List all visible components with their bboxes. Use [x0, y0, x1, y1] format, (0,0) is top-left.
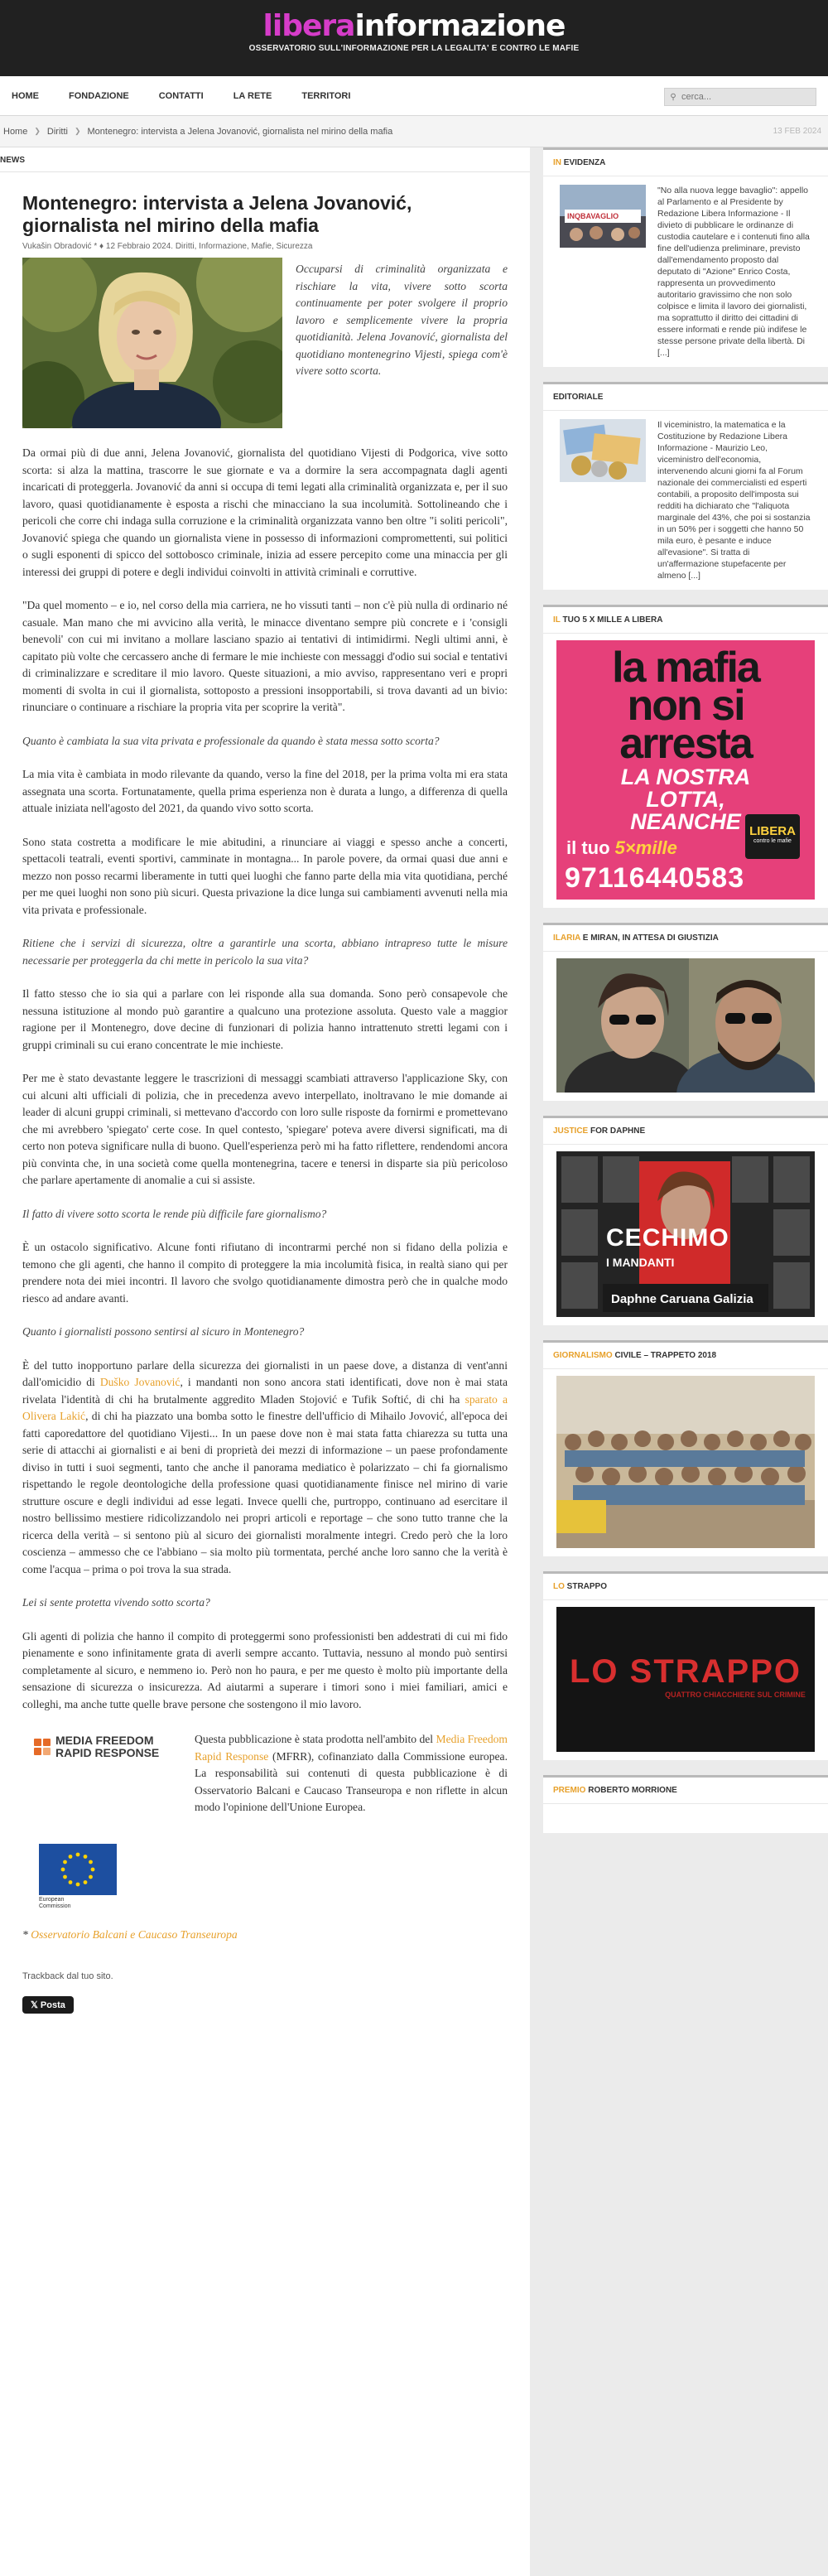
article-source — [22, 1928, 508, 1942]
news-text[interactable]: "No alla nuova legge bavaglio": appello al Parlamento e al Presidente by Redazione Libera Informazione - Il divieto di pubblicare le ordinanze di custodia cautelare e i contenuti fino alla fine dell'udienza preliminare, previsto dall'emendamento proposto dal deputato di "Azione" Enrico Costa, rappresenta un provvedimento autoritario gravissimo che non solo colpisce e limita il lavoro dei giornalisti, ma soprattutto il diritto dei cittadini di essere informati e rende più indifese le stesse persone private della libertà. Di [...] — [657, 186, 810, 358]
european-commission-logo — [27, 1844, 127, 1918]
funding-text-run: Questa pubblicazione è stata prodotta nell'ambito del — [195, 1733, 436, 1745]
search-icon[interactable]: ⚲ — [670, 92, 676, 102]
article-question: Lei si sente protetta vivendo sotto scorta? — [22, 1596, 210, 1609]
funding-text — [188, 1731, 508, 1922]
widget-title — [543, 150, 828, 176]
lo-strappo-sub: QUATTRO CHIACCHIERE SUL CRIMINE — [665, 1691, 806, 1699]
daphne-overlay-4: I MANDANTI — [606, 1256, 675, 1269]
widget-title — [543, 1574, 828, 1600]
widget-5-per-mille — [543, 605, 828, 908]
widget-title-rest: TUO 5 X MILLE A LIBERA — [560, 615, 663, 625]
widget-title-accent: LO — [553, 1582, 565, 1591]
widget-title — [543, 1778, 828, 1804]
source-star: * — [22, 1928, 28, 1941]
article-paragraph: "Da quel momento – e io, nel corso della mia carriera, ne ho vissuti tanti – non c'è più nulla di ordinario né casuale. Man mano che mi avvicino alla verità, le minacce diventano sempre più concrete e i 'consigli benevoli' con cui mi invitano a mollare lasciano spazio ai tentativi di intimidirmi. Negli ultimi anni, è capitato più volte che cercassero anche di fermare le mie inchieste con messaggi d'odio sui social e tentativi di criminalizzare e screditare il mio lavoro. Queste situazioni, a mio avviso, rappresentano veri e propri momenti di svolta in cui il giornalista, sottoposto a pressioni insopportabili, si trova davanti ad un bivio: rinunciare o continuare a rischiare la propria vita per scoprire la verità". — [22, 599, 508, 713]
article-question: Quanto i giornalisti possono sentirsi al sicuro in Montenegro? — [22, 1325, 305, 1338]
widget-lo-strappo — [543, 1571, 828, 1760]
search-input[interactable] — [681, 92, 806, 102]
banner-tax-code: 97116440583 — [565, 862, 745, 894]
banner-line-5: LOTTA, — [646, 787, 725, 812]
article-text-run: È del tutto inopportuno parlare della sicurezza dei giornalisti in un paese dove, a distanza di vent'anni dall'omicidio di — [22, 1358, 508, 1388]
thumb-caption: INQBAVAGLIO — [567, 212, 619, 220]
widget-title-rest: STRAPPO — [564, 1582, 608, 1591]
logo-part-libera: libera — [262, 9, 355, 43]
nav-item-la-rete[interactable]: LA RETE — [233, 91, 272, 101]
funding-logos — [22, 1731, 188, 1922]
widget-title-accent: GIORNALISMO — [553, 1351, 613, 1360]
widget-title-accent: IN — [553, 158, 561, 167]
widget-ilaria-miran — [543, 923, 828, 1101]
link-olivera-lakic[interactable]: sparato a Olivera Lakić — [22, 1392, 508, 1422]
article-paragraph: Gli agenti di polizia che hanno il compito di proteggermi sono professionisti ben addestrati di cui mi fido pienamente e sono infinitamente grata di averli sempre accanto. Tuttavia, nessuno al mondo può sentirsi completamente al sicuro, e nemmeno io. Però non ho paura, e per me questo è molto più importante della sensazione di sicurezza o insicurezza. Ad aiutarmi a superare i timori sono i miei familiari, amici e colleghi, ma anche tutte quelle brave persone che sostengono il mio lavoro. — [22, 1629, 508, 1710]
banner-line-4: LA NOSTRA — [620, 765, 751, 789]
main-column — [0, 147, 530, 2576]
widget-title-accent: PREMIO — [553, 1786, 586, 1795]
widget-premio-morrione — [543, 1775, 828, 1833]
widget-title-rest: ROBERTO MORRIONE — [585, 1786, 677, 1795]
widget-in-evidenza — [543, 147, 828, 367]
logo-part-informazione: informazione — [354, 9, 566, 43]
article-paragraph: Il fatto stesso che io sia qui a parlare con lei risponde alla sua domanda. Sono però consapevole che nessuna istituzione al mondo può garantire a qualcuno una protezione assoluta. Questo vale a maggior ragione per il Montenegro, dove decine di funzionari di polizia hanno intrattenuto stretti legami con i gruppi criminali su cui erano concentrate le mie inchieste. — [22, 987, 508, 1051]
mfrr-logo-line1: MEDIA FREEDOM — [55, 1734, 154, 1747]
article-lead — [22, 258, 508, 428]
mfrr-logo-line2: RAPID RESPONSE — [55, 1746, 160, 1759]
breadcrumb-section[interactable]: Diritti — [46, 126, 68, 137]
eu-caption-line1: European — [39, 1897, 65, 1903]
daphne-overlay-1: CE — [606, 1224, 643, 1252]
widget-title-rest: EVIDENZA — [561, 158, 606, 167]
daphne-banner[interactable] — [556, 1151, 815, 1317]
site-logo[interactable] — [0, 9, 828, 43]
eu-caption-line2: Commission — [39, 1903, 71, 1909]
eu-flag-icon — [39, 1844, 117, 1895]
article-text-run: , di chi ha piazzato una bomba sotto le finestre dell'ufficio di Mihailo Jovović, all'epoca dei fatti caporedattore del quotidiano Vijesti... In un paese dove non è mai stata fatta chiarezza su tutta una serie di attacchi ai giornalisti e ai beni di proprietà dei mezzi di informazione – un paese profondamente diviso in tutti i suoi segmenti, tanto che anche il panorama mediatico è polarizzato – chi fa giornalismo rispettando le regole deontologiche della professione quasi quotidianamente finisce nel mirino di varie strutture oscure e degli individui ad esse legati. Invece quelli che, purtroppo, continuano ad esercitare il nostro bellissimo mestiere ridicolizzandolo nei propri articoli e reportage – che sono tutto tranne che la ricerca della verità – si sentono più al sicuro dei giornalisti moralmente integri. Credo però che la loro coscienza – ammesso che ce l'abbiano – sia molto più tormentata, perché anche loro sanno che la verità è come l'acqua – prima o poi trova la sua strada. — [22, 1410, 508, 1575]
news-thumbnail[interactable] — [560, 185, 646, 248]
libera-logo — [745, 814, 800, 859]
widget-title-accent: JUSTICE — [553, 1126, 589, 1136]
widget-title-accent: IL — [553, 615, 561, 625]
article-question: Quanto è cambiata la sua vita privata e professionale da quando è stata messa sotto scorta? — [22, 734, 440, 747]
trackback-text: Trackback dal tuo sito. — [22, 1971, 113, 1981]
section-tag: NEWS — [0, 147, 530, 172]
news-text[interactable]: Il viceministro, la matematica e la Costituzione by Redazione Libera Informazione - Maurizio Leo, viceministro dell'economia, intervenendo alcuni giorni fa al Forum nazionale dei commercialisti ed esperti contabili, a proposito dell'imposta sui redditi ha dichiarato che "l'aliquota marginale del 43%, che poi si sostanzia in un 50% per i soggetti che hanno 50 mila euro, è pesante e induce all'evasione". Si tratta di un'affermazione stupefacente per almeno [...] — [657, 420, 811, 581]
nav-item-fondazione[interactable]: FONDAZIONE — [69, 91, 129, 101]
widget-giornalismo-civile — [543, 1340, 828, 1556]
article-question: Ritiene che i servizi di sicurezza, oltre a garantirle una scorta, abbiano intrapreso tutte le misure necessarie per proteggerla da chi mette in pericolo la sua vita? — [22, 937, 508, 967]
mfrr-logo-mark — [34, 1739, 51, 1755]
x-post-button[interactable]: 𝕏 Posta — [22, 1996, 74, 2014]
main-nav — [0, 76, 828, 116]
breadcrumb-separator-icon: ❯ — [74, 127, 81, 135]
widget-title — [543, 607, 828, 634]
ilaria-miran-photo[interactable] — [556, 958, 815, 1093]
daphne-overlay-2: CHI — [642, 1224, 688, 1252]
mfrr-logo — [34, 1734, 159, 1759]
breadcrumb-date: 13 FEB 2024 — [773, 127, 821, 136]
article-title: Montenegro: intervista a Jelena Jovanović, giornalista nel mirino della mafia — [22, 192, 412, 236]
daphne-name: Daphne Caruana Galizia — [611, 1292, 753, 1306]
link-source[interactable]: Osservatorio Balcani e Caucaso Transeuropa — [31, 1928, 238, 1941]
article-paragraph: È un ostacolo significativo. Alcune fonti rifiutano di incontrarmi perché non si fidano della polizia e temono che gli agenti, che hanno il compito di proteggere la mia incolumità fisica, in realtà siano qui per prendere nota dei miei incontri. Il lavoro che svolgo quotidianamente dimostra però che in qualche modo riesco ad andare avanti. — [22, 1241, 508, 1305]
widget-title-rest: E MIRAN, IN ATTESA DI GIUSTIZIA — [580, 933, 719, 943]
banner-line-2: non si — [627, 682, 744, 730]
news-thumbnail[interactable] — [560, 419, 646, 482]
widget-title-rest: CIVILE – TRAPPETO 2018 — [612, 1351, 717, 1360]
lo-strappo-banner[interactable] — [556, 1607, 815, 1752]
article-photo — [22, 258, 282, 428]
widget-justice-for-daphne — [543, 1116, 828, 1325]
link-mfrr[interactable]: Media Freedom Rapid Response — [195, 1733, 508, 1763]
article-paragraph — [22, 1358, 508, 1579]
article-lead-text: Occuparsi di criminalità organizzata e rischiare la vita, vivere sotto scorta continuamente per poter svolgere il proprio lavoro e semplicemente vivere la propria quotidianità. Jelena Jovanović, giornalista del quotidiano montenegrino Vijesti, spiega com'è vivere sotto scorta. — [296, 263, 508, 377]
article-meta: Vukašin Obradović * ♦ 12 Febbraio 2024. Diritti, Informazione, Mafie, Sicurezza — [22, 242, 313, 251]
widget-editoriale — [543, 382, 828, 590]
widget-title-accent: ILARIA — [553, 933, 580, 943]
lo-strappo-logo: LO STRAPPO — [569, 1653, 802, 1690]
site-tagline: OSSERVATORIO SULL'INFORMAZIONE PER LA LEGALITA' E CONTRO LE MAFIE — [248, 44, 580, 53]
breadcrumb — [0, 116, 828, 147]
funding-note — [22, 1731, 508, 1922]
article-question: Il fatto di vivere sotto scorta le rende più difficile fare giornalismo? — [22, 1207, 327, 1220]
article-paragraph: Sono stata costretta a modificare le mie abitudini, a rinunciare ai viaggi e spesso anche a concerti, spettacoli teatrali, eventi sportivi, camminate in montagna... In parole povere, da ormai quasi due anni e mezzo non posso recarmi liberamente in tutti quei luoghi che fanno parte della mia vita quotidiana, perché per me quei luoghi non sono più sicuri. Questa privazione la dice lunga sui cambiamenti avvenuti nella mia vita privata e professionale. — [22, 835, 508, 916]
article-paragraph: Da ormai più di due anni, Jelena Jovanović, giornalista del quotidiano Vijesti di Podgorica, vive sotto scorta: si alza la mattina, trascorre le sue giornate e va a dormire la sera accompagnata dagli agenti incaricati di proteggerla. Jovanović da anni si occupa di temi legati alla criminalità organizzata e, per il suo lavoro, quasi quotidianamente è esposta a rischi che minacciano la sua incolumità. Sottolineando che i pericoli che corre chi indaga sulla corruzione e la criminalità organizzata vanno ben oltre "i soliti pericoli", Jovanović spiega che quando un giornalista viene in possesso di informazioni compromettenti, sui politici o sugli esponenti di spicco del sottobosco criminale, inizia ad essere percepito come una minaccia per gli interessi dei gruppi di potere e degli individui coinvolti in attività criminali e corruttive. — [22, 446, 508, 578]
site-header — [0, 0, 828, 76]
nav-item-home[interactable]: HOME — [12, 91, 39, 101]
article-text-run: , i mandanti non sono ancora stati identificati, dove non è mai stata rivelata l'identità di chi ha brutalmente aggredito Mladen Stojović e Tufik Softić, di chi ha — [22, 1376, 508, 1406]
trappeto-group-photo[interactable] — [556, 1376, 815, 1548]
article-paragraph: Per me è stato devastante leggere le trascrizioni di messaggi scambiati attraverso l'applicazione Sky, con cui alcuni alti ufficiali di polizia, che in precedenza avevo interpellato, inoltravano le mie domande ai leader di alcuni gruppi criminali, si mettevano d'accordo con loro sulle risposte da fornirmi e promettevano che mi avrebbero 'spiegato' certe cose. In quel contesto, 'spiegare' poteva avere diversi significati, ma di certo non poteva significare nulla di buono. Quell'esperienza però mi ha fatto riflettere, rendendomi ancora più convinta che, in una società come quella montenegrina, tacere e tenersi in disparte sia più pericoloso che parlare apertamente di anomalie a cui si assiste. — [22, 1072, 508, 1186]
sidebar — [543, 147, 828, 1848]
libera-logo-sub: contro le mafie — [753, 838, 792, 844]
banner-tuo: il tuo — [566, 837, 610, 858]
widget-title: EDITORIALE — [543, 384, 828, 411]
article — [0, 192, 530, 2014]
breadcrumb-separator-icon: ❯ — [34, 127, 41, 135]
search-box — [664, 88, 816, 106]
link-dusko-jovanovic[interactable]: Duško Jovanović — [99, 1376, 181, 1388]
breadcrumb-current: Montenegro: intervista a Jelena Jovanović, giornalista nel mirino della mafia — [87, 126, 393, 137]
news-item[interactable] — [560, 419, 811, 581]
breadcrumb-home[interactable]: Home — [3, 126, 28, 137]
banner-line-6: NEANCHE — [630, 809, 741, 834]
nav-item-contatti[interactable]: CONTATTI — [158, 91, 204, 101]
banner-5xmille: 5×mille — [614, 837, 677, 858]
widget-title-rest: FOR DAPHNE — [588, 1126, 646, 1136]
funding-text-run: (MFRR), cofinanziato dalla Commissione europea. La responsabilità sui contenuti di questa pubblicazione è di Osservatorio Balcani e Caucaso Transeuropa e non riflette in alcun modo l'opinione dell'Unione Europea. — [195, 1749, 508, 1813]
article-paragraph: La mia vita è cambiata in modo rilevante da quando, verso la fine del 2018, per la prima volta mi era stata assegnata una scorta. Fortunatamente, quella prima esperienza non è durata a lungo, a differenza di quella attuale iniziata nell'agosto del 2021, da quando vivo sotto scorta. — [22, 768, 508, 814]
news-item[interactable] — [560, 185, 811, 359]
5-per-mille-banner[interactable] — [556, 640, 815, 900]
banner-line-3: arresta — [619, 720, 752, 768]
widget-title — [543, 1118, 828, 1145]
banner-line-1: la mafia — [612, 644, 759, 692]
widget-title — [543, 1343, 828, 1369]
libera-logo-text: LIBERA — [749, 824, 796, 838]
widget-title — [543, 925, 828, 952]
nav-item-territori[interactable]: TERRITORI — [301, 91, 351, 101]
daphne-overlay-3: MO — [687, 1224, 729, 1252]
